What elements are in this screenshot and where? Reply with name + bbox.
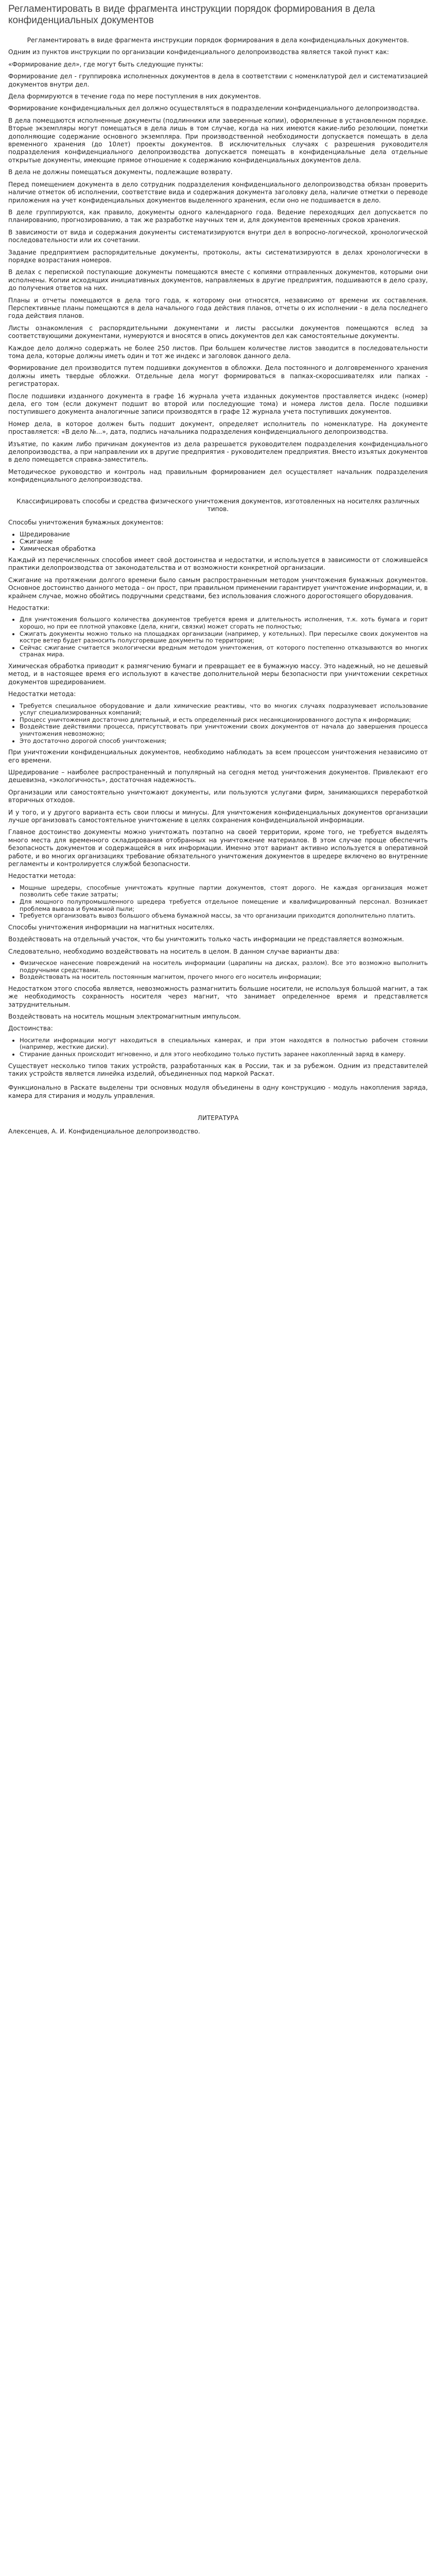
paragraph: Шредирование – наиболее распространенный и популярный на сегодня метод уничтожения документов. Привлекают его дешевизна, «экологичность», достаточная надежность. (8, 768, 428, 784)
subheading: Недостатки метода: (8, 690, 76, 698)
paragraph: Формирование дел - группировка исполненных документов в дела в соответствии с номенклатурой дел и систематизацией документов внутри дел. (8, 73, 428, 88)
paragraph: Каждое дело должно содержать не более 250 листов. При большем количестве листов заводится в последовательности тома дела, которые должны иметь один и тот же индекс и заголовок данного дела. (8, 344, 428, 360)
pulse-pros-list (8, 1037, 428, 1058)
instruction-section (8, 48, 428, 484)
literature-item: Алексенцев, А. И. Конфиденциальное делопроизводство. (8, 1127, 200, 1135)
paragraph: Задание предприятием распорядительные документы, протоколы, акты систематизируются в делах хронологически в порядке возрастания номеров. (8, 248, 428, 264)
section-heading: Классифицировать способы и средства физического уничтожения документов, изготовленных на носителях различных типов. (16, 497, 420, 513)
subheading: Недостатки: (8, 604, 50, 612)
magnetic-options-list (8, 960, 428, 981)
paragraph: Дела формируются в течение года по мере поступления в них документов. (8, 93, 261, 100)
paragraph: Воздействовать на носитель мощным электромагнитным импульсом. (8, 1012, 241, 1020)
paragraph: И у того, и у другого варианта есть свои плюсы и минусы. Для уничтожения конфиденциальных документов организации лучше организовать самостоятельное уничтожение в целях сохранения конфиденциальной информации. (8, 808, 428, 824)
list-item: • Шредирование (20, 531, 428, 538)
paragraph: Перед помещением документа в дело сотрудник подразделения конфиденциального делопроизводства обязан проверить наличие отметок об исполнении, соответствие вида и содержания документа заголовку дела, наличие отметки о переводе приложения на учет конфиденциальных документов выделенного хранения, если оно не подшивается в дело. (8, 180, 428, 204)
paragraph: Главное достоинство документы можно уничтожать поэтапно на своей территории, кроме того, не требуется выделять много места для временного складирования отобранных на уничтожение материалов. В этом случае проще обеспечить безопасность документов и содержащейся в них информации. Именно этот вариант активно используется в оперативной работе, и во многих организациях требование обязательного уничтожения документов в шредере включено во внутренние регламенты и контролируется службой безопасности. (8, 828, 428, 868)
list-item: • Сжигать документы можно только на площадках организации (например, у котельных). При пересылке своих документов на костре ветер будет разносить полусгоревшие документы по территории; (20, 631, 428, 645)
paragraph: Одним из пунктов инструкции по организации конфиденциального делопроизводства является такой пункт как: (8, 48, 389, 56)
list-item: • Воздействовать на носитель постоянным магнитом, прочего много его носитель информации; (20, 974, 428, 981)
paragraph: В делах с перепиской поступающие документы помещаются вместе с копиями отправленных документов, которыми они исполнены. Копии исходящих инициативных документов, направляемых в другие предприятия, подшиваются в дело сразу, до получения ответов на них. (8, 268, 428, 292)
methods-list (8, 531, 428, 552)
burning-cons-list (8, 616, 428, 658)
paragraph: Организации или самостоятельно уничтожают документы, или пользуются услугами фирм, занимающихся переработкой вторичных отходов. (8, 788, 428, 804)
paragraph: После подшивки изданного документа в графе 16 журнала учета изданных документов проставляется индекс (номер) дела, его том (если документ подшит во второй или последующие тома) и номера листов дела. После подшивки поступившего документа аналогичные записи производятся в графе 12 журнала учета поступивших документов. (8, 392, 428, 416)
paragraph: В дела помещаются исполненные документы (подлинники или заверенные копии), оформленные в установленном порядке. Вторые экземпляры могут помещаться в дела лишь в том случае, когда на них имеются какие-либо резолюции, пометки дополняющие содержание основного экземпляра. При производственной необходимости допускается помещать в дела временного хранения (до 10лет) проекты документов. В исключительных случаях с разрешения руководителя подразделения конфиденциального делопроизводства допускается помещать в конфиденциальные дела отдельные открытые документы, имеющие прямое отношение к содержанию конфиденциальных документов дела. (8, 116, 428, 164)
paragraph: Изъятие, по каким либо причинам документов из дела разрешается руководителем подразделения конфиденциального делопроизводства, а при направлении их в другие предприятия - руководителем предприятия. Вместо изъятых документов в дело помещается справка-заместитель. (8, 440, 428, 464)
paragraph: Сжигание на протяжении долгого времени было самым распространенным методом уничтожения бумажных документов. Основное достоинство данного метода – он прост, при правильном применении гарантирует уничтожение информации, и, в крайнем случае, можно обойтись подручными средствами, без использования сложного дорогостоящего оборудования. (8, 576, 428, 600)
list-item: • Для мощного полупромышленного шредера требуется отдельное помещение и квалифицированный персонал. Возникает проблема вывоза и бумажной пыли; (20, 899, 428, 912)
chemical-cons-list (8, 703, 428, 745)
list-item: • Процесс уничтожения достаточно длительный, и есть определенный риск несанкционированного доступа к информации; (20, 717, 428, 724)
shredding-cons-list (8, 885, 428, 920)
list-item: • Физическое нанесение повреждений на носитель информации (царапины на дисках, разлом). Все это возможно выполнить подручными средствами. (20, 960, 428, 974)
paragraph: В деле группируются, как правило, документы одного календарного года. Ведение переходящих дел допускается по планированию, прогнозированию, а так же разработке научных тем и, для документов временных сроков хранения. (8, 208, 428, 224)
paragraph: Функционально в Раскате выделены три основных модуля объединены в одну конструкцию - модуль накопления заряда, камера для стирания и модуль управления. (8, 1084, 428, 1099)
subheading: Способы уничтожения бумажных документов: (8, 518, 164, 526)
list-item: • Воздействие действиями процесса, присутствовать при уничтожении своих документов от начала до завершения процесса уничтожения невозможно; (20, 723, 428, 737)
paragraph: Воздействовать на отдельный участок, что бы уничтожить только часть информации не представляется возможным. (8, 936, 404, 943)
paragraph: Недостатком этого способа является, невозможность размагнитить большие носители, не используя большой магнит, а так же необходимость сохранность носителя через магнит, что занимает определенное время и представляется затруднительным. (8, 985, 428, 1008)
paragraph: В дела не должны помещаться документы, подлежащие возврату. (8, 168, 233, 176)
paragraph: В зависимости от вида и содержания документы систематизируются внутри дел в вопросно-логической, хронологической последовательности или их сочетании. (8, 228, 428, 244)
article (0, 0, 436, 1150)
paragraph: Химическая обработка приводит к размягчению бумаги и превращает ее в бумажную массу. Это надежный, но не дешевый метод, и в настоящее время его используют в качестве дополнительной меры безопасности при уничтожении секретных документов шредированием. (8, 662, 428, 686)
list-item: • Сжигание (20, 538, 428, 545)
subheading: Способы уничтожения информации на магнитных носителях. (8, 923, 215, 931)
paragraph: Каждый из перечисленных способов имеет свой достоинства и недостатки, и используется в зависимости от сложившейся практики делопроизводства от законодательства и от возможности конкретной организации. (8, 556, 428, 572)
paragraph: Листы ознакомления с распорядительными документами и листы рассылки документов помещаются вслед за соответствующими документами, нумеруются и вносятся в опись документов дел как самостоятельные документы. (8, 324, 428, 340)
paragraph: Планы и отчеты помещаются в дела того года, к которому они относятся, независимо от времени их составления. Перспективные планы помещаются в дела начального года действия планов, отчеты о их исполнении - в дела последнего года действия планов. (8, 296, 428, 320)
paragraph: «Формирование дел», где могут быть следующие пункты: (8, 60, 204, 68)
paragraph: Формирование дел производится путем подшивки документов в обложки. Дела постоянного и долговременного хранения должны иметь твердые обложки. Отдельные дела могут формироваться в папках-скоросшивателях или папках - регистраторах. (8, 364, 428, 388)
subheading: Достоинства: (8, 1025, 53, 1032)
list-item: • Сейчас сжигание считается экологически вредным методом уничтожения, от которого постепенно отказываются во многих странах мира. (20, 645, 428, 658)
list-item: • Химическая обработка (20, 545, 428, 552)
list-item: • Для уничтожения большого количества документов требуется время и длительность исполнения, т.к. хоть бумага и горит хорошо, но при ее плотной упаковке (дела, книги, связки) может сгорать не полностью; (20, 616, 428, 630)
list-item: • Стирание данных происходит мгновенно, и для этого необходимо только пустить заранее накопленный заряд в камеру. (20, 1051, 428, 1058)
magnetic-destruction-section (8, 924, 428, 1100)
paper-destruction-section (8, 519, 428, 920)
page-title: Регламентировать в виде фрагмента инструкции порядок формирования в дела конфиденциальных документов (8, 4, 375, 26)
list-item: • Носители информации могут находиться в специальных камерах, и при этом находятся в полностью рабочем стоянии (например, жесткие диски). (20, 1037, 428, 1051)
list-item: • Это достаточно дорогой способ уничтожения; (20, 738, 428, 745)
paragraph: Методическое руководство и контроль над правильным формированием дел осуществляет начальник подразделения конфиденциального делопроизводства. (8, 468, 428, 484)
literature-heading: ЛИТЕРАТУРА (197, 1114, 239, 1122)
list-item: • Требуется организовать вывоз большого объема бумажной массы, за что организации приходится дополнительно платить. (20, 912, 428, 920)
task-statement: Регламентировать в виде фрагмента инструкции порядок формирования в дела конфиденциальных документов. (27, 37, 409, 44)
list-item: • Мощные шредеры, способные уничтожать крупные партии документов, стоят дорого. Не каждая организация может позволить себе такие затраты; (20, 885, 428, 899)
subheading: Недостатки метода: (8, 872, 76, 880)
paragraph: Существует несколько типов таких устройств, разработанных как в России, так и за рубежом. Одним из представителей таких устройств является линейка изделий, объединенных под маркой Раскат. (8, 1062, 428, 1077)
list-item: • Требуется специальное оборудование и дали химические реактивы, что во многих случаях подразумевает использование услуг специализированных компаний; (20, 703, 428, 717)
paragraph: При уничтожении конфиденциальных документов, необходимо наблюдать за всем процессом уничтожения независимо от его времени. (8, 749, 428, 764)
paragraph: Следовательно, необходимо воздействовать на носитель в целом. В данном случае варианты два: (8, 947, 339, 955)
paragraph: Формирование конфиденциальных дел должно осуществляться в подразделении конфиденциального делопроизводства. (8, 105, 420, 112)
paragraph: Номер дела, в которое должен быть подшит документ, определяет исполнитель по номенклатуре. На документе проставляется: «В дело №...», дата, подпись начальника подразделения конфиденциального делопроизводства. (8, 420, 428, 436)
